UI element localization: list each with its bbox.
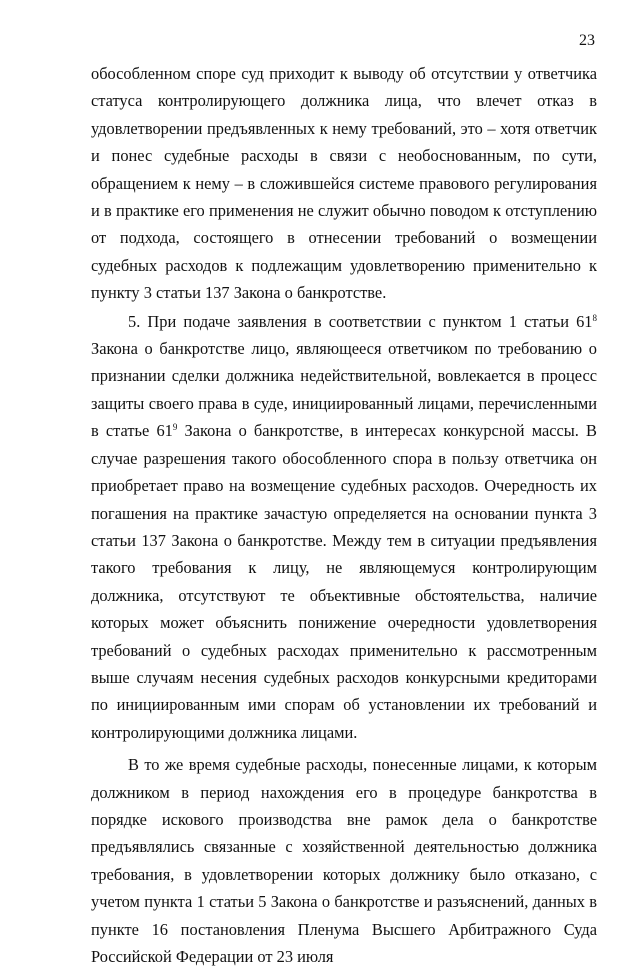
- footnote-superscript: 9: [172, 422, 178, 433]
- paragraph-text-part: Закона о банкротстве лицо, являющееся ответчиком по требованию о признании сделки должника недействительной, вовлекается в процесс защиты своего права в суде, инициированный лицами, перечисленными в статье 61: [91, 339, 597, 441]
- paragraph-text-part: 5. При подаче заявления в соответствии с пунктом 1 статьи 61: [128, 311, 593, 331]
- document-body: [91, 60, 597, 970]
- footnote-superscript: 8: [592, 312, 597, 323]
- paragraph-court-expenses: В то же время судебные расходы, понесенные лицами, к которым должником в период нахождения его в процедуре банкротства в порядке искового производства вне рамок дела о банкротстве предъявлялись связанные с хозяйственной деятельностью должника требования, в удовлетворении которых должнику было отказано, с учетом пункта 1 статьи 5 Закона о банкротстве и разъяснений, данных в пункте 16 постановления Пленума Высшего Арбитражного Суда Российской Федерации от 23 июля: [91, 755, 597, 966]
- paragraph-text-part: Закона о банкротстве, в интересах конкурсной массы. В случае разрешения такого обособленного спора в пользу ответчика он приобретает право на возмещение судебных расходов. Очередность их погашения на практике зачастую определяется на основании пункта 3 статьи 137 Закона о банкротстве. Между тем в ситуации предъявления такого требования к лицу, не являющемуся контролирующим должника, отсутствуют те объективные обстоятельства, наличие которых может объяснить понижение очередности удовлетворения требований о судебных расходах применительно к рассмотренным выше случаям несения судебных расходов конкурсными кредиторами по инициированным ими спорам об установлении их требований и контролирующими должника лицами.: [91, 421, 597, 742]
- paragraph-item-5: [91, 308, 597, 747]
- page-number: 23: [579, 32, 595, 49]
- paragraph-continuation: обособленном споре суд приходит к выводу об отсутствии у ответчика статуса контролирующего должника лица, что влечет отказ в удовлетворении предъявленных к нему требований, это – хотя ответчик и понес судебные расходы в связи с необоснованным, по сути, обращением к нему – в сложившейся системе правового регулирования и в практике его применения не служит обычно поводом к отступлению от подхода, состоящего в отнесении требований о возмещении судебных расходов к подлежащим удовлетворению применительно к пункту 3 статьи 137 Закона о банкротстве.: [91, 64, 597, 303]
